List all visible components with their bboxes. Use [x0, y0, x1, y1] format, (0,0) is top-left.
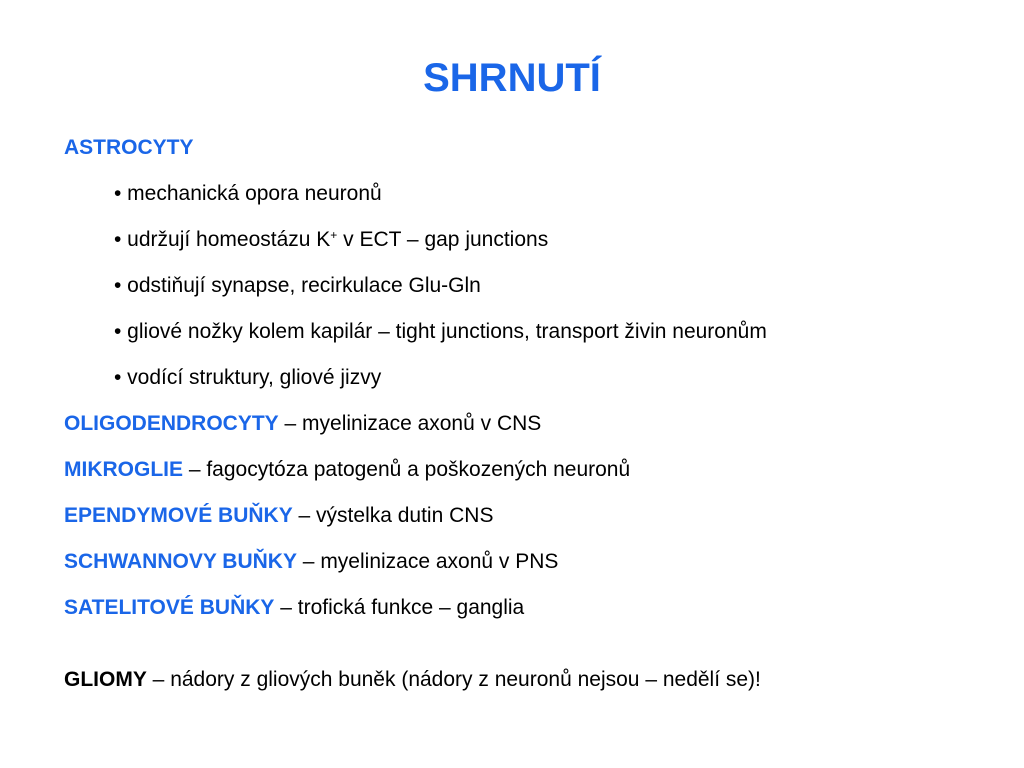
satelitove-desc: – trofická funkce – ganglia — [274, 596, 525, 619]
satelitove-term: SATELITOVÉ BUŇKY — [64, 596, 275, 619]
ependymove-line — [64, 502, 493, 530]
schwannovy-line — [64, 548, 558, 576]
astrocyty-bullet-4: • gliové nožky kolem kapilár – tight junctions, transport živin neuronům — [114, 320, 767, 343]
potassium-charge: + — [330, 228, 338, 242]
slide-title: SHRNUTÍ — [423, 56, 601, 100]
gliomy-term: GLIOMY — [64, 668, 147, 691]
astrocyty-bullet-2 — [114, 226, 548, 254]
schwannovy-desc: – myelinizace axonů v PNS — [296, 550, 559, 573]
mikroglie-line — [64, 456, 630, 484]
bullet-2-text-pre: • udržují homeostázu K — [114, 228, 331, 251]
gliomy-line — [64, 666, 761, 694]
satelitove-line — [64, 594, 524, 622]
ependymove-desc: – výstelka dutin CNS — [292, 504, 494, 527]
schwannovy-term: SCHWANNOVY BUŇKY — [64, 550, 297, 573]
mikroglie-term: MIKROGLIE — [64, 458, 183, 481]
bullet-2-text-post: v ECT – gap junctions — [337, 228, 549, 251]
oligodendrocyty-line — [64, 410, 541, 438]
gliomy-desc: – nádory z gliových buněk (nádory z neuronů nejsou – nedělí se)! — [146, 668, 761, 691]
oligodendrocyty-term: OLIGODENDROCYTY — [64, 412, 279, 435]
astrocyty-bullet-5: • vodící struktury, gliové jizvy — [114, 366, 382, 389]
ependymove-term: EPENDYMOVÉ BUŇKY — [64, 504, 293, 527]
mikroglie-desc: – fagocytóza patogenů a poškozených neuronů — [183, 458, 631, 481]
astrocyty-bullet-1: • mechanická opora neuronů — [114, 182, 382, 205]
oligodendrocyty-desc: – myelinizace axonů v CNS — [278, 412, 542, 435]
astrocyty-heading: ASTROCYTY — [64, 136, 194, 159]
astrocyty-bullet-3: • odstiňují synapse, recirkulace Glu-Gln — [114, 274, 481, 297]
